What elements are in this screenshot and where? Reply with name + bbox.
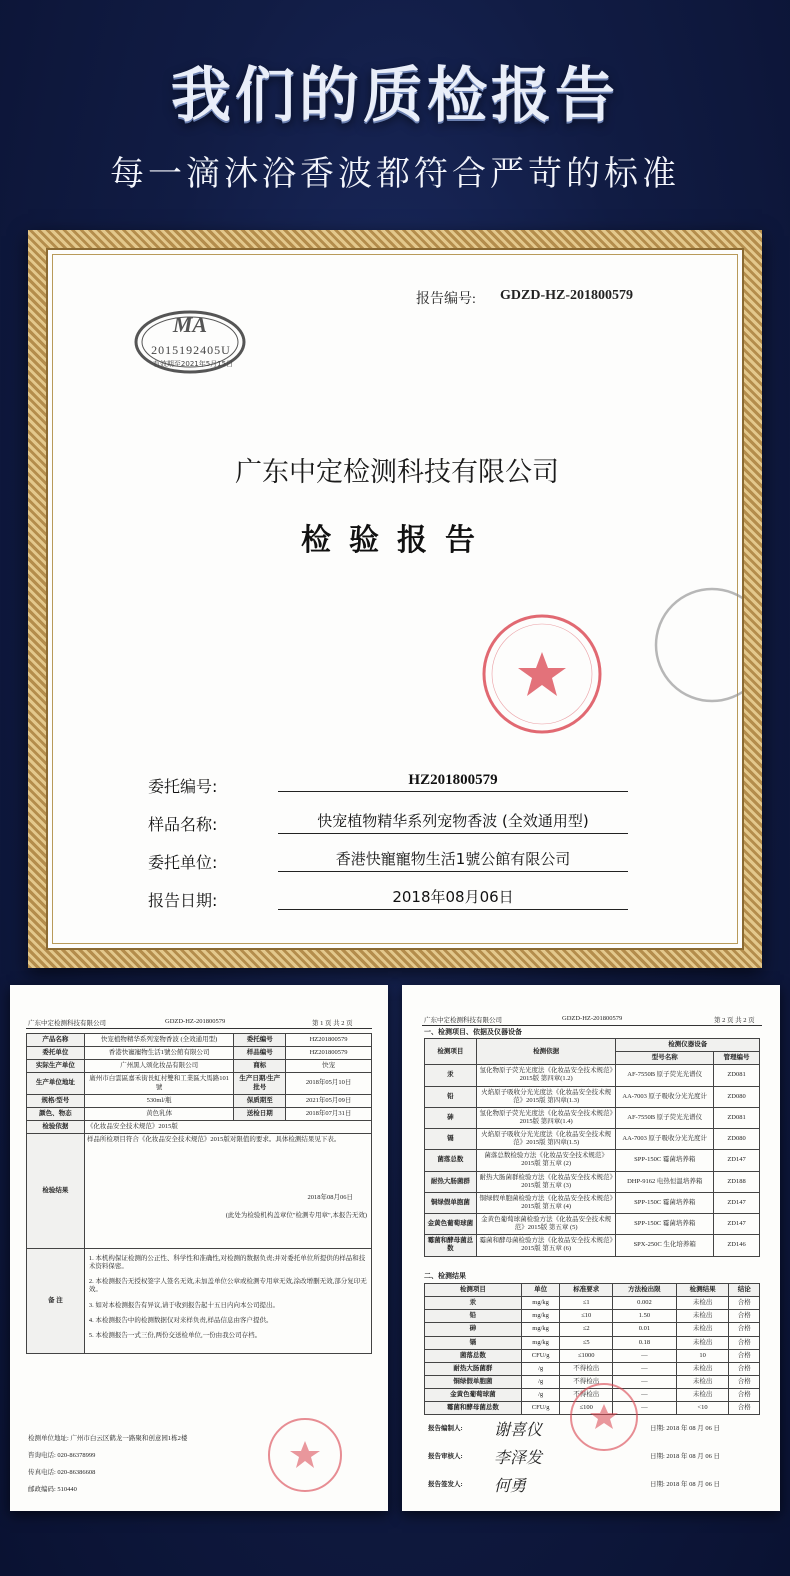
t2-cell: mg/kg [521, 1323, 560, 1336]
t1-cell-basis: 火焰原子吸收分光光度法《化妆品安全技术规范》2015版 第四章(1.3) [476, 1086, 616, 1107]
p1-cell-v1: 广州黑人颂化妆品有限公司 [84, 1060, 233, 1073]
notes-label: 备 注 [27, 1249, 85, 1354]
t2-cell: 未检出 [676, 1297, 729, 1310]
t1-cell-id: ZD188 [714, 1171, 760, 1192]
t1-cell-id: ZD081 [714, 1065, 760, 1086]
p1-header-number: GDZD-HZ-201800579 [165, 1018, 226, 1025]
t2-cell: 未检出 [676, 1375, 729, 1388]
table-row [27, 1034, 372, 1047]
t1-cell-item: 镉 [425, 1129, 477, 1150]
gray-seal-icon [622, 585, 742, 705]
t1-cell-basis: 氢化物原子荧光光度法《化妆品安全技术规范》2015版 第四章(1.4) [476, 1107, 616, 1128]
field-value-client: 香港快寵寵物生活1號公館有限公司 [278, 848, 628, 872]
cma-mark [132, 308, 252, 380]
t2-cell: 合格 [729, 1310, 760, 1323]
report-number: GDZD-HZ-201800579 [500, 288, 633, 303]
t2-cell: 合格 [729, 1349, 760, 1362]
t1-cell-model: AA-7003 原子吸收分光光度计 [616, 1129, 714, 1150]
t1-cell-model: SPP-150C 霉菌培养箱 [616, 1214, 714, 1235]
table-row [425, 1349, 760, 1362]
t1-cell-id: ZD081 [714, 1107, 760, 1128]
company-stamp [480, 612, 604, 736]
sig-role-2: 报告审核人: [428, 1453, 463, 1460]
t1-head-model: 型号名称 [616, 1052, 714, 1065]
p1-cell-v2: 2018年07月31日 [286, 1107, 372, 1120]
result-label: 检验结果 [27, 1134, 85, 1249]
t1-cell-item: 铅 [425, 1086, 477, 1107]
t1-cell-model: SPX-250C 生化培养箱 [616, 1235, 714, 1256]
t2-cell: 铅 [425, 1310, 522, 1323]
result-date: 2018年08月06日 [307, 1194, 353, 1201]
p1-cell-l1: 委托单位 [27, 1047, 85, 1060]
report-number-label: 报告编号: [416, 292, 476, 307]
p1-cell-l1: 产品名称 [27, 1034, 85, 1047]
t1-head-group: 检测仪器设备 [616, 1039, 760, 1052]
t2-cell: /g [521, 1389, 560, 1402]
page-subtitle: 每一滴沐浴香波都符合严苛的标准 [110, 154, 680, 194]
t2-cell: — [613, 1349, 677, 1362]
t2-cell: 合格 [729, 1362, 760, 1375]
t2-cell: ≤5 [560, 1336, 613, 1349]
partial-stamp [622, 585, 742, 705]
t2-head-cell: 标准要求 [560, 1284, 613, 1297]
p1-cell-l1: 颜色、物态 [27, 1107, 85, 1120]
t1-cell-item: 菌落总数 [425, 1150, 477, 1171]
document-title: 检验报告 [301, 523, 493, 558]
t1-cell-model: AA-7003 原子吸收分光光度计 [616, 1086, 714, 1107]
certificate-paper [46, 248, 744, 950]
table-row [27, 1047, 372, 1060]
certificate-frame [28, 230, 762, 968]
table-row [425, 1310, 760, 1323]
red-seal-icon [480, 612, 604, 736]
p1-cell-l1: 生产单位地址 [27, 1073, 85, 1094]
t1-cell-item: 铜绿假单胞菌 [425, 1192, 477, 1213]
p2-stamp [567, 1380, 641, 1454]
p1-cell-v1: 530ml/瓶 [84, 1094, 233, 1107]
t2-cell: CFU/g [521, 1402, 560, 1415]
t1-cell-id: ZD147 [714, 1192, 760, 1213]
note-3: 3. 如对本检测报告有异议,请于收到报告起十五日内向本公司提出。 [88, 1301, 279, 1309]
section-2-title: 二、检测结果 [424, 1272, 466, 1280]
sig-name-1: 谢喜仪 [494, 1420, 543, 1439]
table-row [425, 1362, 760, 1375]
cma-text: MA [172, 312, 208, 337]
note-4: 4. 本检测报告中的检测数据仅对来样负责,样品信息由客户提供。 [88, 1316, 273, 1324]
table-row [27, 1107, 372, 1120]
company-name: 广东中定检测科技有限公司 [235, 457, 559, 488]
table-row [425, 1235, 760, 1256]
t2-cell: — [613, 1389, 677, 1402]
field-value-report-date: 2018年08月06日 [278, 886, 628, 910]
t2-cell: 合格 [729, 1297, 760, 1310]
t2-cell: ≤100 [560, 1402, 613, 1415]
t1-cell-model: DHP-9162 电热恒温培养箱 [616, 1171, 714, 1192]
table-row [27, 1094, 372, 1107]
t2-cell: 霉菌和酵母菌总数 [425, 1402, 522, 1415]
table-row [425, 1107, 760, 1128]
p1-cell-v1: 快宠植物精华系列宠物香波 (全效通用型) [84, 1034, 233, 1047]
note-5: 5. 本检测报告一式三份,两份交送检单位,一份由我公司存档。 [88, 1331, 262, 1339]
t2-cell: 菌落总数 [425, 1349, 522, 1362]
table-row [27, 1073, 372, 1094]
t1-head-id: 管理编号 [714, 1052, 760, 1065]
p1-cell-l1: 实际生产单位 [27, 1060, 85, 1073]
t2-cell: /g [521, 1375, 560, 1388]
t1-head-basis: 检测依据 [476, 1039, 616, 1065]
t2-cell: — [613, 1362, 677, 1375]
page-title: 我们的质检报告 [171, 61, 619, 131]
t1-cell-item: 耐热大肠菌群 [425, 1171, 477, 1192]
t1-head-item: 检测项目 [425, 1039, 477, 1065]
cma-number: 2015192405U [151, 343, 231, 357]
table-row [425, 1150, 760, 1171]
p2-method-table [424, 1038, 760, 1257]
t2-cell: <10 [676, 1402, 729, 1415]
t1-cell-item: 霉菌和酵母菌总数 [425, 1235, 477, 1256]
t1-cell-model: AF-7550B 原子荧光光谱仪 [616, 1065, 714, 1086]
sig-role-3: 报告签发人: [428, 1481, 463, 1488]
t1-cell-item: 砷 [425, 1107, 477, 1128]
t2-cell: 合格 [729, 1323, 760, 1336]
t2-cell: CFU/g [521, 1349, 560, 1362]
p1-info-table [26, 1033, 372, 1354]
t2-cell: 铜绿假单胞菌 [425, 1375, 522, 1388]
footer-address: 检测单位地址: 广州市白云区鹤龙一路聚和创意园1栋2楼 [28, 1435, 188, 1442]
p1-cell-v2: HZ201800579 [286, 1034, 372, 1047]
t2-cell: 不得检出 [560, 1375, 613, 1388]
t2-cell: 合格 [729, 1336, 760, 1349]
footer-postcode: 邮政编码: 510440 [28, 1485, 77, 1493]
red-seal-icon [265, 1415, 345, 1495]
p1-cell-l2: 送检日期 [234, 1107, 286, 1120]
field-value-commission-no: HZ201800579 [278, 772, 628, 792]
t2-cell: 合格 [729, 1389, 760, 1402]
t2-cell: 未检出 [676, 1336, 729, 1349]
cma-validity: 有效期至2021年5月15日 [152, 360, 234, 368]
p1-footer [28, 1431, 187, 1499]
p1-cell-l2: 生产日期/生产批号 [234, 1073, 286, 1094]
t2-cell: 镉 [425, 1336, 522, 1349]
table-row [425, 1214, 760, 1235]
t2-head-cell: 方法检出限 [613, 1284, 677, 1297]
t1-cell-basis: 铜绿假单胞菌检验方法《化妆品安全技术规范》2015版 第五章 (4) [476, 1192, 616, 1213]
p1-cell-v2: 2021年05月09日 [286, 1094, 372, 1107]
basis-label: 检验依据 [27, 1120, 85, 1133]
t1-cell-id: ZD147 [714, 1214, 760, 1235]
sig-name-3: 何勇 [494, 1476, 527, 1495]
note-2: 2. 本检测报告无授权签字人签名无效,未加盖单位公章或检测专用章无效,涂改增删无效,部分复印无效。 [88, 1278, 367, 1294]
p1-header-page: 第 1 页 共 2 页 [312, 1020, 353, 1027]
t1-cell-basis: 氢化物原子荧光光度法《化妆品安全技术规范》2015版 第四章(1.2) [476, 1065, 616, 1086]
p1-cell-v1: 廣州市白雲區嘉禾街長虹村雙和工業區大馬路101號 [84, 1073, 233, 1094]
report-page-2 [402, 985, 780, 1511]
note-1: 1. 本机构保证检测的公正性、科学性和准确性,对检测的数据负责;并对委托单位所提供的样品和技术资料保密。 [88, 1255, 366, 1271]
t2-head-cell: 检测项目 [425, 1284, 522, 1297]
t1-cell-model: SPP-150C 霉菌培养箱 [616, 1150, 714, 1171]
table-row [425, 1065, 760, 1086]
t2-cell: 0.01 [613, 1323, 677, 1336]
sig-date-3: 日期: 2018 年 08 月 06 日 [650, 1481, 721, 1488]
t2-cell: mg/kg [521, 1297, 560, 1310]
t2-cell: 不得检出 [560, 1389, 613, 1402]
t1-cell-basis: 金黄色葡萄球菌检验方法《化妆品安全技术规范》2015版 第五章 (5) [476, 1214, 616, 1235]
p1-cell-v2: 快宠 [286, 1060, 372, 1073]
sig-date-2: 日期: 2018 年 08 月 06 日 [650, 1453, 721, 1460]
t1-cell-basis: 耐热大肠菌群检验方法《化妆品安全技术规范》2015版 第五章 (3) [476, 1171, 616, 1192]
result-stamp-note: (此处为检验机构盖章位"检测专用章",本报告无效) [225, 1212, 367, 1219]
t1-cell-basis: 霉菌和酵母菌检验方法《化妆品安全技术规范》2015版 第五章 (6) [476, 1235, 616, 1256]
t2-cell: 未检出 [676, 1389, 729, 1402]
basis-value: 《化妆品安全技术规范》2015版 [84, 1120, 371, 1133]
t2-cell: 合格 [729, 1402, 760, 1415]
t1-cell-id: ZD146 [714, 1235, 760, 1256]
t2-cell: — [613, 1375, 677, 1388]
p1-cell-v1: 香港快寵寵物生活1號公館有限公司 [84, 1047, 233, 1060]
sig-date-1: 日期: 2018 年 08 月 06 日 [650, 1425, 721, 1432]
p2-header-company: 广东中定检测科技有限公司 [424, 1017, 502, 1024]
field-label-sample-name: 样品名称: [148, 815, 218, 834]
t1-cell-model: AF-7550B 原子荧光光谱仪 [616, 1107, 714, 1128]
table-row [425, 1129, 760, 1150]
p1-header-company: 广东中定检测科技有限公司 [28, 1020, 106, 1027]
field-label-client: 委托单位: [148, 853, 218, 872]
t2-cell: ≤10 [560, 1310, 613, 1323]
t2-cell: 汞 [425, 1297, 522, 1310]
t2-cell: /g [521, 1362, 560, 1375]
footer-fax: 传真电话: 020-86386608 [28, 1468, 96, 1476]
t1-cell-basis: 火焰原子吸收分光光度法《化妆品安全技术规范》2015版 第四章(1.5) [476, 1129, 616, 1150]
t2-head-cell: 检测结果 [676, 1284, 729, 1297]
table-row [425, 1192, 760, 1213]
t2-cell: 金黄色葡萄球菌 [425, 1389, 522, 1402]
p1-cell-v1: 黄色乳体 [84, 1107, 233, 1120]
t2-cell: 合格 [729, 1375, 760, 1388]
t1-cell-id: ZD147 [714, 1150, 760, 1171]
t2-cell: 砷 [425, 1323, 522, 1336]
field-label-report-date: 报告日期: [148, 891, 218, 910]
table-row [425, 1336, 760, 1349]
sig-role-1: 报告编制人: [428, 1425, 463, 1432]
t2-cell: mg/kg [521, 1336, 560, 1349]
report-page-1 [10, 985, 388, 1511]
p1-cell-v2: 2018年05月10日 [286, 1073, 372, 1094]
t1-cell-model: SPP-150C 霉菌培养箱 [616, 1192, 714, 1213]
result-text: 样品所检项目符合《化妆品安全技术规范》2015版对限值的要求。具体检测结果见下表。 [86, 1136, 341, 1143]
p1-stamp [265, 1415, 345, 1495]
p2-header-page: 第 2 页 共 2 页 [714, 1017, 755, 1024]
t2-cell: ≤2 [560, 1323, 613, 1336]
p2-header-number: GDZD-HZ-201800579 [562, 1015, 623, 1022]
t2-cell: 10 [676, 1349, 729, 1362]
p1-cell-l2: 样品编号 [234, 1047, 286, 1060]
t2-cell: mg/kg [521, 1310, 560, 1323]
t2-cell: 0.18 [613, 1336, 677, 1349]
p1-cell-l1: 规格/型号 [27, 1094, 85, 1107]
t2-cell: 未检出 [676, 1310, 729, 1323]
t2-cell: 1.50 [613, 1310, 677, 1323]
t2-cell: 耐热大肠菌群 [425, 1362, 522, 1375]
table-row [425, 1323, 760, 1336]
t2-cell: 不得检出 [560, 1362, 613, 1375]
t2-cell: — [613, 1402, 677, 1415]
t2-cell: ≤1000 [560, 1349, 613, 1362]
sig-name-2: 李泽发 [494, 1448, 543, 1467]
table-row [27, 1060, 372, 1073]
t2-head-cell: 单位 [521, 1284, 560, 1297]
t2-head-cell: 结论 [729, 1284, 760, 1297]
t1-cell-id: ZD080 [714, 1086, 760, 1107]
t2-cell: ≤1 [560, 1297, 613, 1310]
table-row [425, 1171, 760, 1192]
table-row [425, 1086, 760, 1107]
p1-cell-v2: HZ201800579 [286, 1047, 372, 1060]
t2-cell: 未检出 [676, 1323, 729, 1336]
field-value-sample-name: 快宠植物精华系列宠物香波 (全效通用型) [278, 810, 628, 834]
t1-cell-item: 金黄色葡萄球菌 [425, 1214, 477, 1235]
t1-cell-id: ZD080 [714, 1129, 760, 1150]
p1-cell-l2: 保质期至 [234, 1094, 286, 1107]
p1-cell-l2: 商标 [234, 1060, 286, 1073]
field-label-commission-no: 委托编号: [148, 777, 218, 796]
p1-cell-l2: 委托编号 [234, 1034, 286, 1047]
t1-cell-item: 汞 [425, 1065, 477, 1086]
t2-cell: 未检出 [676, 1362, 729, 1375]
t1-cell-basis: 菌落总数检验方法《化妆品安全技术规范》2015版 第五章 (2) [476, 1150, 616, 1171]
footer-phone: 咨询电话: 020-86378999 [28, 1451, 96, 1459]
red-seal-icon [567, 1380, 641, 1454]
section-1-title: 一、检测项目、依据及仪器设备 [424, 1028, 522, 1036]
table-row [425, 1297, 760, 1310]
t2-cell: 0.002 [613, 1297, 677, 1310]
